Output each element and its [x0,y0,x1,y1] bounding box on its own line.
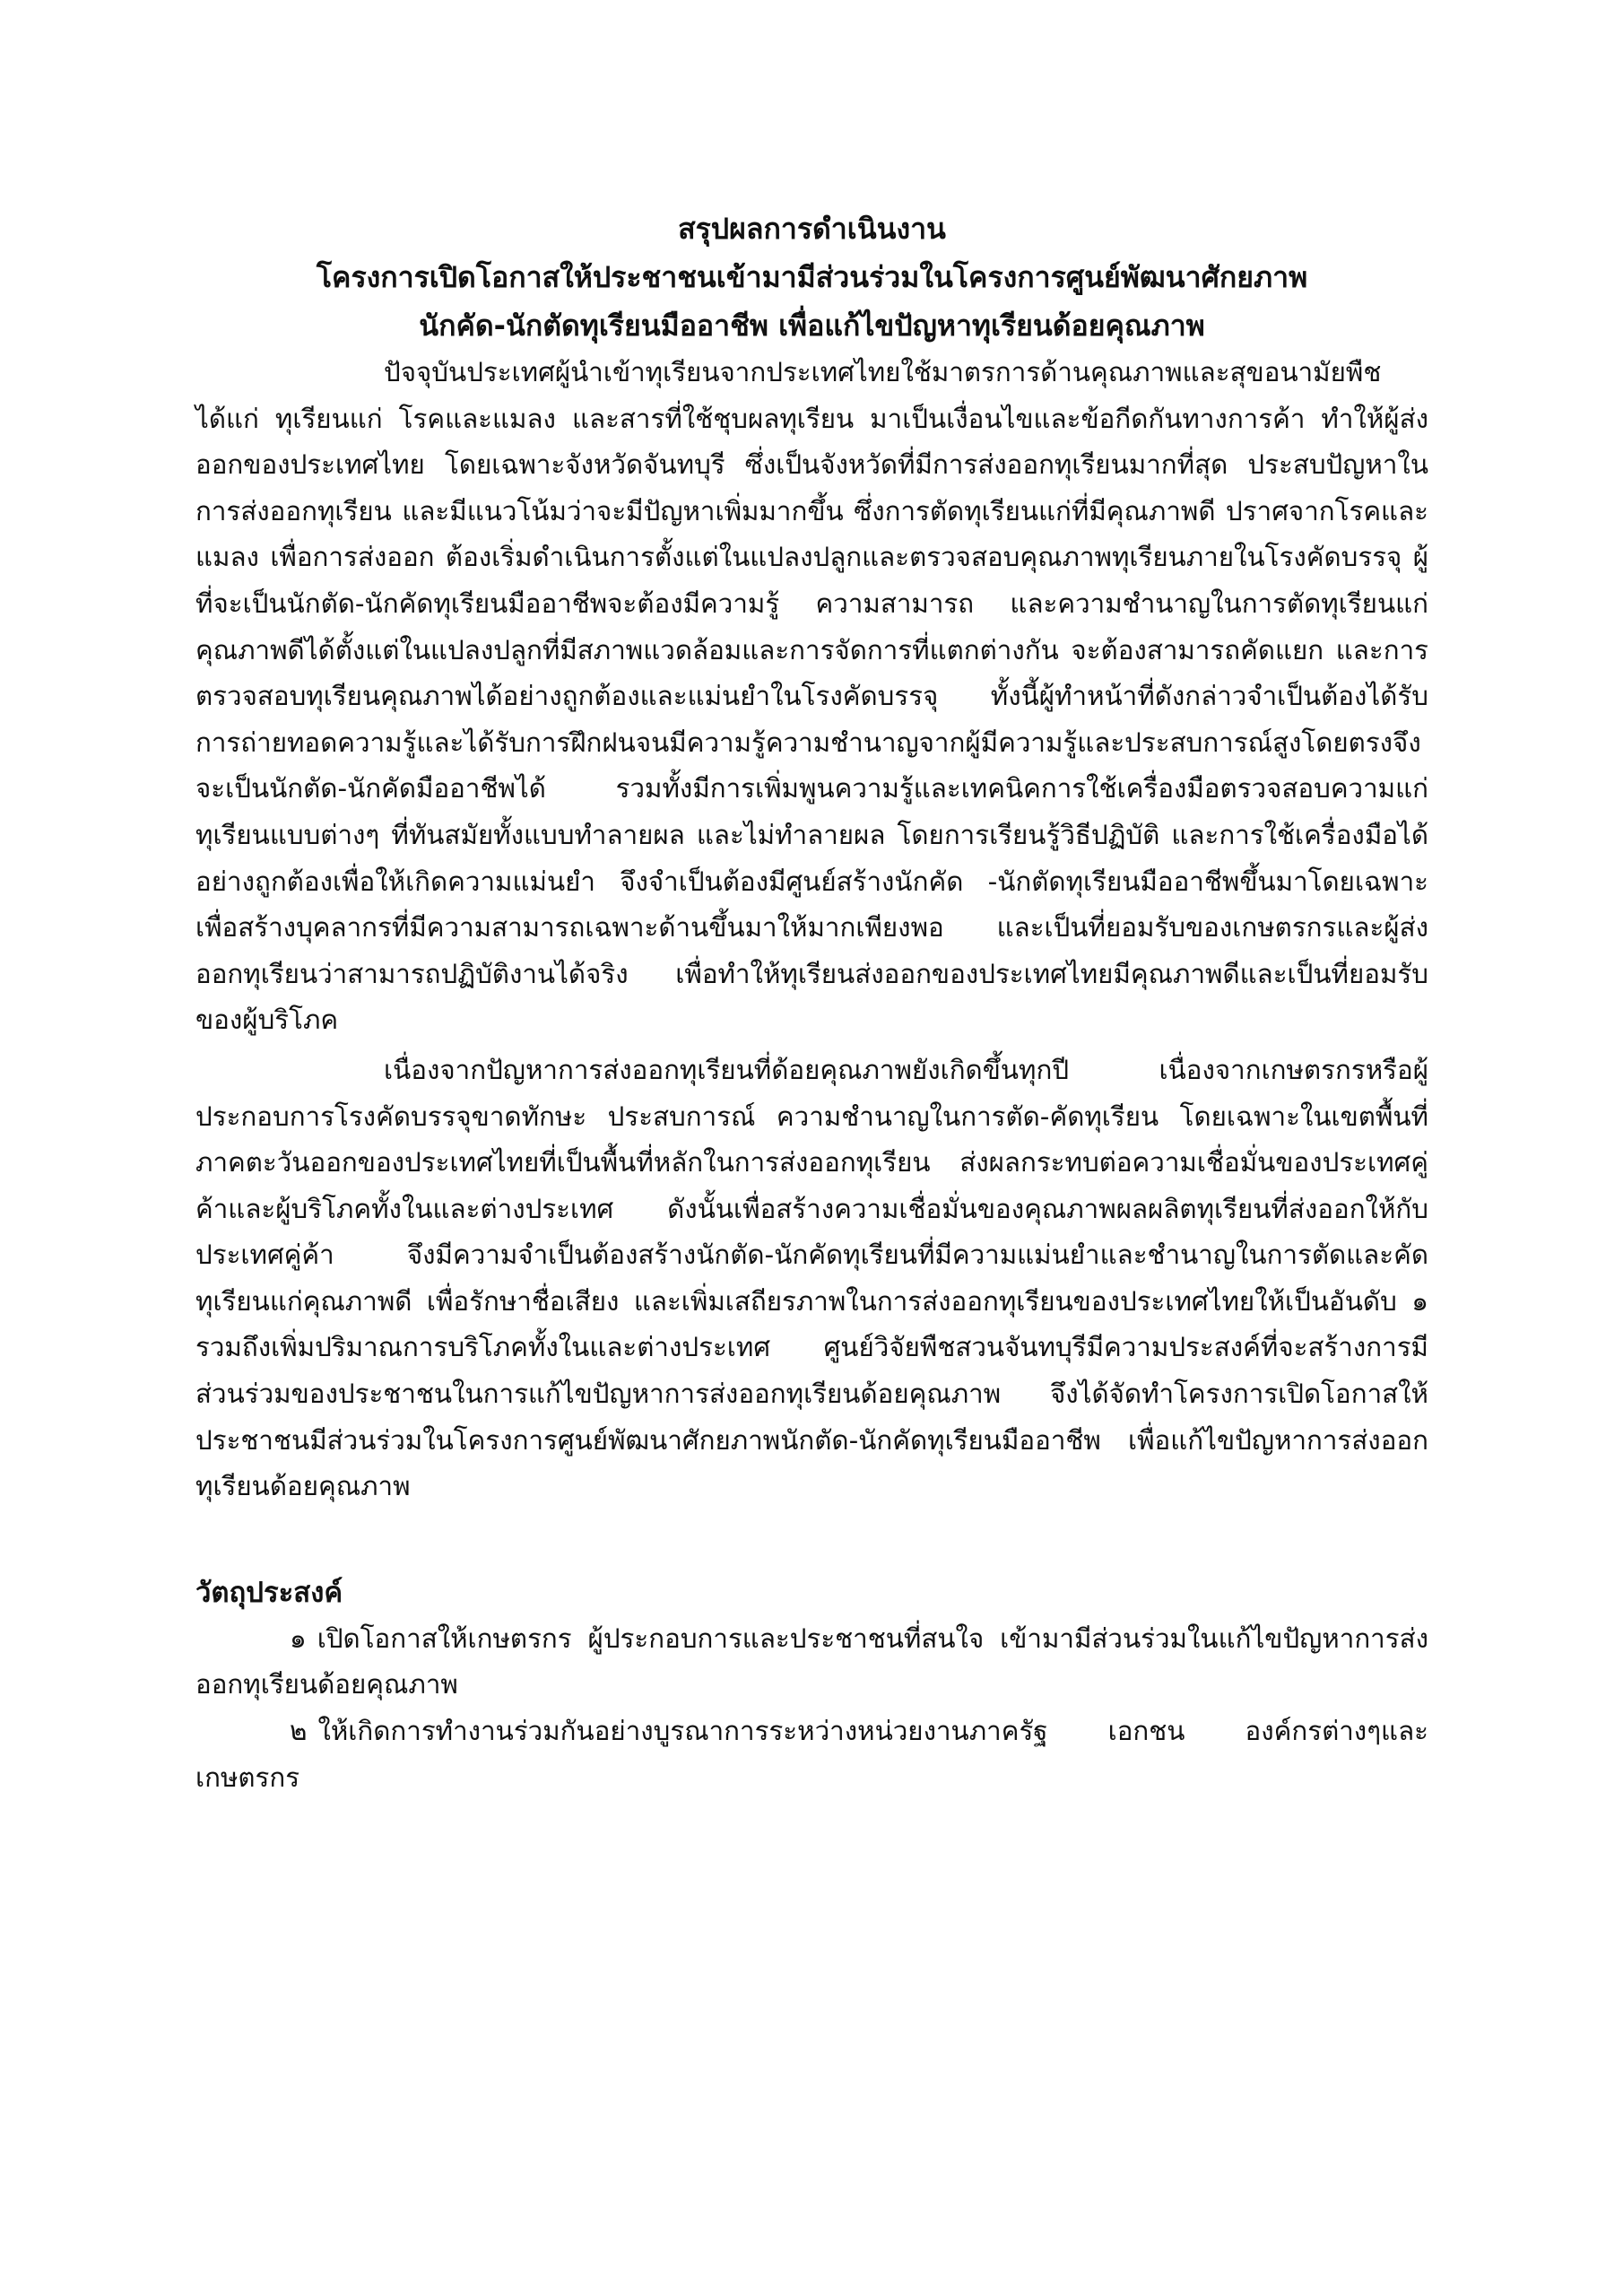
title-line-3: นักคัด-นักตัดทุเรียนมืออาชีพ เพื่อแก้ไขปัญหาทุเรียนด้อยคุณภาพ [419,309,1205,343]
objective-item-2 [195,1709,1428,1801]
objectives-heading: วัตถุประสงค์ [195,1576,343,1609]
objective-number: ๑ [290,1622,307,1654]
body-paragraph-2: เนื่องจากปัญหาการส่งออกทุเรียนที่ด้อยคุณภาพยังเกิดขึ้นทุกปี เนื่องจากเกษตรกรหรือผู้ประกอบการโรงคัดบรรจุขาดทักษะ ประสบการณ์ ความชำนาญในการตัด-คัดทุเรียน โดยเฉพาะในเขตพื้นที่ภาคตะวันออกของประเทศไทยที่เป็นพื้นที่หลักในการส่งออกทุเรียน ส่งผลกระทบต่อความเชื่อมั่นของประเทศคู่ค้าและผู้บริโภคทั้งในและต่างประเทศ ดังนั้นเพื่อสร้างความเชื่อมั่นของคุณภาพผลผลิตทุเรียนที่ส่งออกให้กับประเทศคู่ค้า จึงมีความจำเป็นต้องสร้างนักตัด-นักคัดทุเรียนที่มีความแม่นยำและชำนาญในการตัดและคัดทุเรียนแก่คุณภาพดี เพื่อรักษาชื่อเสียง และเพิ่มเสถียรภาพในการส่งออกทุเรียนของประเทศไทยให้เป็นอันดับ ๑ รวมถึงเพิ่มปริมาณการบริโภคทั้งในและต่างประเทศ ศูนย์วิจัยพืชสวนจันทบุรีมีความประสงค์ที่จะสร้างการมีส่วนร่วมของประชาชนในการแก้ไขปัญหาการส่งออกทุเรียนด้อยคุณภาพ จึงได้จัดทำโครงการเปิดโอกาสให้ประชาชนมีส่วนร่วมในโครงการศูนย์พัฒนาศักยภาพนักตัด-นักคัดทุเรียนมืออาชีพ เพื่อแก้ไขปัญหาการส่งออกทุเรียนด้อยคุณภาพ [195,1054,1428,1502]
objective-number: ๒ [290,1716,308,1747]
objective-text: เปิดโอกาสให้เกษตรกร ผู้ประกอบการและประชาชนที่สนใจ เข้ามามีส่วนร่วมในแก้ไขปัญหาการส่งออกทุเรียนด้อยคุณภาพ [195,1622,1428,1700]
body-paragraph-1: ปัจจุบันประเทศผู้นำเข้าทุเรียนจากประเทศไทยใช้มาตรการด้านคุณภาพและสุขอนามัยพืช ได้แก่ ทุเรียนแก่ โรคและแมลง และสารที่ใช้ชุบผลทุเรียน มาเป็นเงื่อนไขและข้อกีดกันทางการค้า ทำให้ผู้ส่งออกของประเทศไทย โดยเฉพาะจังหวัดจันทบุรี ซึ่งเป็นจังหวัดที่มีการส่งออกทุเรียนมากที่สุด ประสบปัญหาในการส่งออกทุเรียน และมีแนวโน้มว่าจะมีปัญหาเพิ่มมากขึ้น ซึ่งการตัดทุเรียนแก่ที่มีคุณภาพดี ปราศจากโรคและแมลง เพื่อการส่งออก ต้องเริ่มดำเนินการตั้งแต่ในแปลงปลูกและตรวจสอบคุณภาพทุเรียนภายในโรงคัดบรรจุ ผู้ที่จะเป็นนักตัด-นักคัดทุเรียนมืออาชีพจะต้องมีความรู้ ความสามารถ และความชำนาญในการตัดทุเรียนแก่คุณภาพดีได้ตั้งแต่ในแปลงปลูกที่มีสภาพแวดล้อมและการจัดการที่แตกต่างกัน จะต้องสามารถคัดแยก และการตรวจสอบทุเรียนคุณภาพได้อย่างถูกต้องและแม่นยำในโรงคัดบรรจุ ทั้งนี้ผู้ทำหน้าที่ดังกล่าวจำเป็นต้องได้รับการถ่ายทอดความรู้และได้รับการฝึกฝนจนมีความรู้ความชำนาญจากผู้มีความรู้และประสบการณ์สูงโดยตรงจึงจะเป็นนักตัด-นักคัดมืออาชีพได้ รวมทั้งมีการเพิ่มพูนความรู้และเทคนิคการใช้เครื่องมือตรวจสอบความแก่ทุเรียนแบบต่างๆ ที่ทันสมัยทั้งแบบทำลายผล และไม่ทำลายผล โดยการเรียนรู้วิธีปฏิบัติ และการใช้เครื่องมือได้อย่างถูกต้องเพื่อให้เกิดความแม่นยำ จึงจำเป็นต้องมีศูนย์สร้างนักคัด -นักตัดทุเรียนมืออาชีพขึ้นมาโดยเฉพาะ เพื่อสร้างบุคลากรที่มีความสามารถเฉพาะด้านขึ้นมาให้มากเพียงพอ และเป็นที่ยอมรับของเกษตรกรและผู้ส่งออกทุเรียนว่าสามารถปฏิบัติงานได้จริง เพื่อทำให้ทุเรียนส่งออกของประเทศไทยมีคุณภาพดีและเป็นที่ยอมรับของผู้บริโภค [195,357,1428,1036]
objective-text: ให้เกิดการทำงานร่วมกันอย่างบูรณาการระหว่างหน่วยงานภาครัฐ เอกชน องค์กรต่างๆและเกษตรกร [195,1716,1428,1793]
title-line-2: โครงการเปิดโอกาสให้ประชาชนเข้ามามีส่วนร่วมในโครงการศูนย์พัฒนาศักยภาพ [316,260,1308,294]
document-content [195,204,1428,1801]
document-title [195,204,1428,350]
title-line-1: สรุปผลการดำเนินงาน [678,212,946,246]
objective-item-1 [195,1616,1428,1709]
